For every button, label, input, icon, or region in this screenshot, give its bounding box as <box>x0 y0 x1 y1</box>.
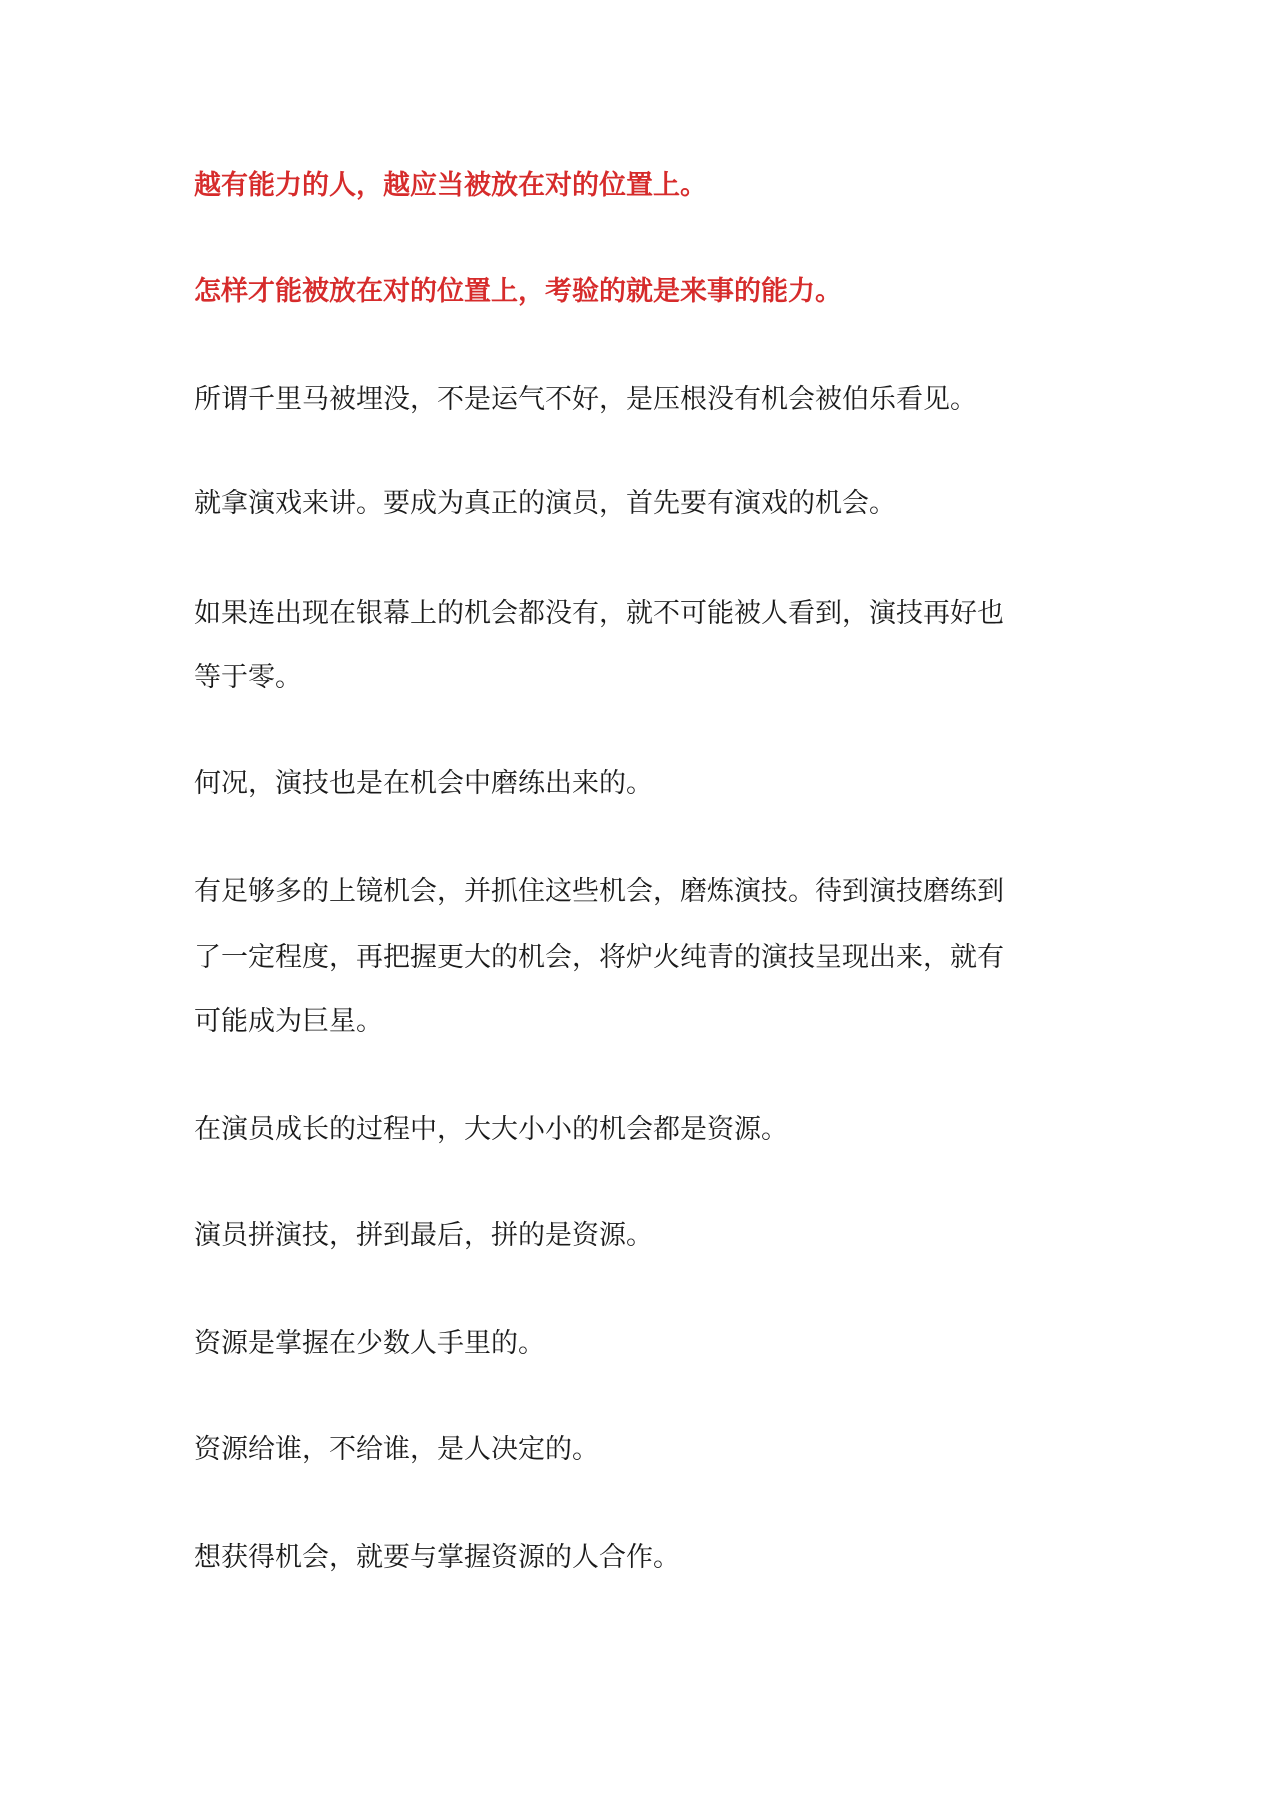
paragraph-line: 等于零。 <box>194 662 302 693</box>
paragraph-line: 何况，演技也是在机会中磨练出来的。 <box>194 768 653 799</box>
highlighted-sentence: 越有能力的人，越应当被放在对的位置上。 <box>194 170 707 201</box>
highlighted-sentence: 怎样才能被放在对的位置上，考验的就是来事的能力。 <box>194 276 842 307</box>
paragraph-line: 在演员成长的过程中，大大小小的机会都是资源。 <box>194 1114 788 1145</box>
paragraph-line: 了一定程度，再把握更大的机会，将炉火纯青的演技呈现出来，就有 <box>194 942 1004 973</box>
paragraph-line: 想获得机会，就要与掌握资源的人合作。 <box>194 1542 680 1573</box>
paragraph-line: 有足够多的上镜机会，并抓住这些机会，磨炼演技。待到演技磨练到 <box>194 876 1004 907</box>
paragraph-line: 资源是掌握在少数人手里的。 <box>194 1328 545 1359</box>
paragraph-line: 所谓千里马被埋没，不是运气不好，是压根没有机会被伯乐看见。 <box>194 384 977 415</box>
paragraph-line: 就拿演戏来讲。要成为真正的演员，首先要有演戏的机会。 <box>194 488 896 519</box>
paragraph-line: 如果连出现在银幕上的机会都没有，就不可能被人看到，演技再好也 <box>194 598 1004 629</box>
paragraph-line: 可能成为巨星。 <box>194 1006 383 1037</box>
paragraph-line: 资源给谁，不给谁，是人决定的。 <box>194 1434 599 1465</box>
paragraph-line: 演员拼演技，拼到最后，拼的是资源。 <box>194 1220 653 1251</box>
